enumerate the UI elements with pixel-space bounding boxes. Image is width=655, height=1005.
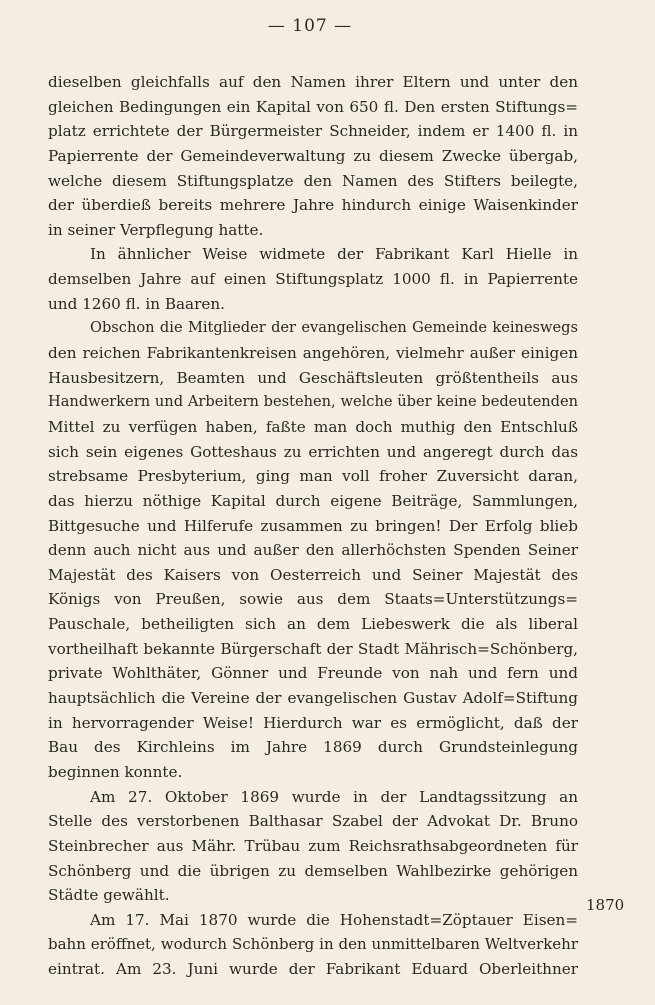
text-line: Obschon die Mitglieder der evangelischen Gemeinde keineswegs bbox=[90, 319, 578, 337]
text-line: Stelle des verstorbenen Balthasar Szabel der Advokat Dr. Bruno bbox=[48, 812, 578, 831]
text-line: in seiner Verpflegung hatte. bbox=[48, 220, 264, 239]
text-line: das hierzu nöthige Kapital durch eigene Beiträge, Sammlungen, bbox=[48, 491, 578, 510]
text-line: der überdieß bereits mehrere Jahre hindurch einige Waisenkinder bbox=[48, 196, 578, 215]
text-line: Bau des Kirchleins im Jahre 1869 durch Grundsteinlegung bbox=[48, 738, 578, 757]
text-line: bahn eröffnet, wodurch Schönberg in den unmittelbaren Weltverkehr bbox=[48, 935, 578, 954]
text-line: demselben Jahre auf einen Stiftungsplatz 1000 fl. in Papierrente bbox=[48, 270, 578, 289]
text-line: Städte gewählt. bbox=[48, 886, 170, 905]
text-line: welche diesem Stiftungsplatze den Namen des Stifters beilegte, bbox=[48, 171, 578, 190]
text-line: gleichen Bedingungen ein Kapital von 650 fl. Den ersten Stiftungs= bbox=[48, 97, 578, 116]
text-line: Mittel zu verfügen haben, faßte man doch muthig den Entschluß bbox=[48, 417, 578, 436]
text-line: dieselben gleichfalls auf den Namen ihrer Eltern und unter den bbox=[48, 73, 578, 91]
text-line: Schönberg und die übrigen zu demselben Wahlbezirke gehörigen bbox=[48, 861, 578, 880]
text-line: Handwerkern und Arbeitern bestehen, welche über keine bedeutenden bbox=[48, 393, 578, 411]
text-line: Hausbesitzern, Beamten und Geschäftsleuten größtentheils aus bbox=[48, 368, 578, 387]
page-number: — 107 — bbox=[267, 16, 353, 36]
text-line: hauptsächlich die Vereine der evangelischen Gustav Adolf=Stiftung bbox=[48, 689, 578, 708]
text-line: den reichen Fabrikantenkreisen angehören, vielmehr außer einigen bbox=[48, 344, 578, 363]
text-line: Bittgesuche und Hilferufe zusammen zu bringen! Der Erfolg blieb bbox=[48, 516, 578, 535]
text-line: strebsame Presbyterium, ging man voll froher Zuversicht daran, bbox=[48, 467, 578, 486]
text-line: Am 17. Mai 1870 wurde die Hohenstadt=Zöptauer Eisen= bbox=[90, 910, 578, 929]
margin-year-note: 1870 bbox=[586, 896, 625, 914]
text-line: Papierrente der Gemeindeverwaltung zu diesem Zwecke übergab, bbox=[48, 146, 578, 165]
text-line: Steinbrecher aus Mähr. Trübau zum Reichsrathsabgeordneten für bbox=[48, 836, 578, 855]
text-line: Pauschale, betheiligten sich an dem Liebeswerk die als liberal bbox=[48, 615, 578, 634]
text-line: in hervorragender Weise! Hierdurch war es ermöglicht, daß der bbox=[48, 713, 578, 732]
text-line: sich sein eigenes Gotteshaus zu errichten und angeregt durch das bbox=[48, 442, 578, 461]
text-line: denn auch nicht aus und außer den allerhöchsten Spenden Seiner bbox=[48, 541, 578, 560]
body-text bbox=[48, 70, 578, 982]
text-line: private Wohlthäter, Gönner und Freunde von nah und fern und bbox=[48, 664, 578, 683]
text-line: eintrat. Am 23. Juni wurde der Fabrikant Eduard Oberleithner bbox=[48, 960, 578, 979]
text-line: Am 27. Oktober 1869 wurde in der Landtagssitzung an bbox=[90, 787, 578, 806]
text-line: platz errichtete der Bürgermeister Schneider, indem er 1400 fl. in bbox=[48, 122, 578, 141]
text-line: Majestät des Kaisers von Oesterreich und Seiner Majestät des bbox=[48, 565, 578, 584]
text-line: und 1260 fl. in Baaren. bbox=[48, 294, 225, 313]
text-line: vortheilhaft bekannte Bürgerschaft der Stadt Mährisch=Schönberg, bbox=[48, 639, 578, 658]
text-line: Königs von Preußen, sowie aus dem Staats=Unterstützungs= bbox=[48, 590, 578, 609]
text-line: beginnen konnte. bbox=[48, 762, 183, 781]
text-line: In ähnlicher Weise widmete der Fabrikant Karl Hielle in bbox=[90, 245, 578, 264]
